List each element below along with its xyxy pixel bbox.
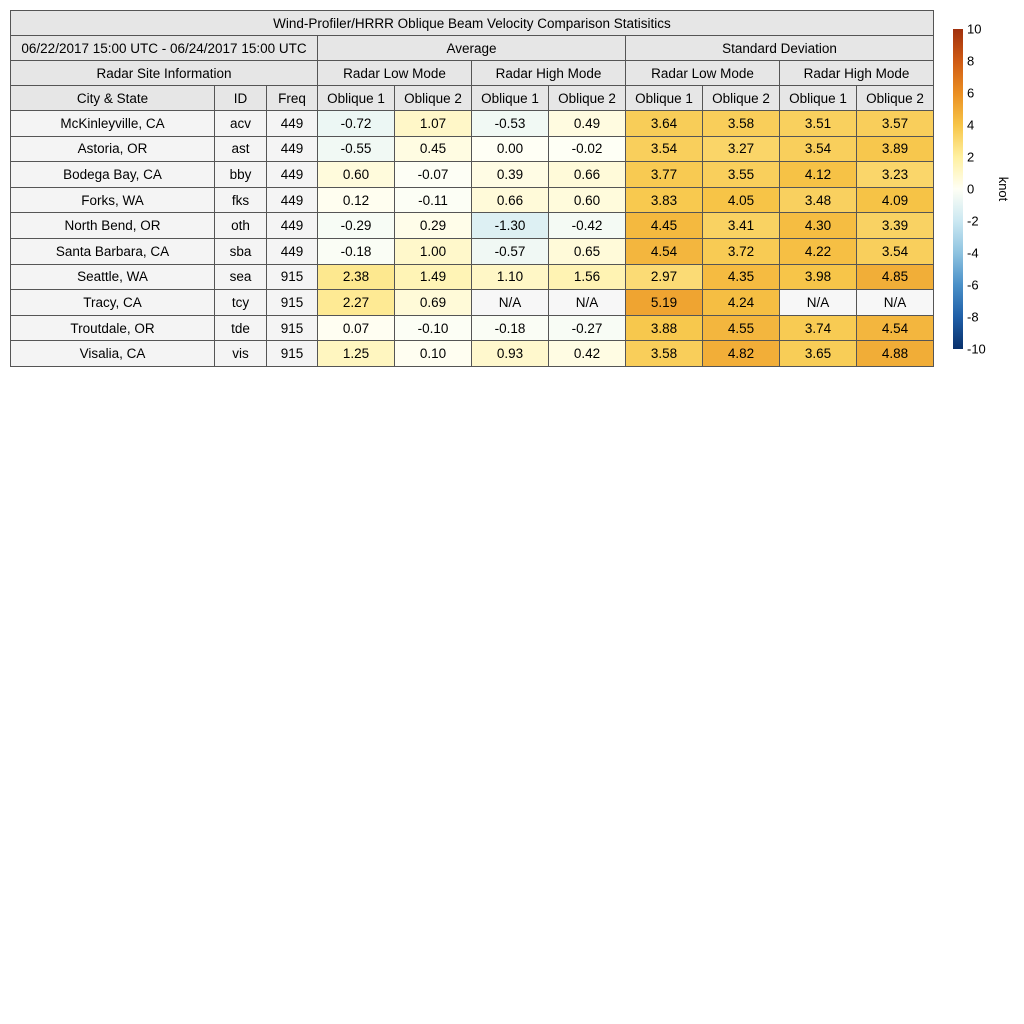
value-cell: 0.66	[472, 187, 549, 213]
value-cell: 3.77	[626, 162, 703, 188]
value-cell: 3.88	[626, 315, 703, 341]
value-cell: -0.42	[549, 213, 626, 239]
table-row	[11, 213, 934, 239]
site-city-cell: McKinleyville, CA	[11, 111, 215, 137]
value-cell: N/A	[857, 290, 934, 316]
site-freq-cell: 915	[267, 264, 318, 290]
site-city-cell: Forks, WA	[11, 187, 215, 213]
value-cell: 3.57	[857, 111, 934, 137]
group-header-average: Average	[318, 36, 626, 61]
colorbar-tick-label: -2	[967, 213, 979, 229]
value-cell: N/A	[780, 290, 857, 316]
column-header: Freq	[267, 86, 318, 111]
value-cell: 0.65	[549, 238, 626, 264]
value-cell: 0.49	[549, 111, 626, 137]
value-cell: 3.48	[780, 187, 857, 213]
value-cell: -0.18	[472, 315, 549, 341]
site-freq-cell: 449	[267, 187, 318, 213]
column-header: ID	[215, 86, 267, 111]
value-cell: 4.35	[703, 264, 780, 290]
site-city-cell: Astoria, OR	[11, 136, 215, 162]
column-header: Oblique 2	[395, 86, 472, 111]
mode-header-avg-high: Radar High Mode	[472, 61, 626, 86]
site-info-header: Radar Site Information	[11, 61, 318, 86]
site-city-cell: Santa Barbara, CA	[11, 238, 215, 264]
site-id-cell: acv	[215, 111, 267, 137]
value-cell: 0.69	[395, 290, 472, 316]
value-cell: 4.45	[626, 213, 703, 239]
value-cell: -0.07	[395, 162, 472, 188]
site-id-cell: oth	[215, 213, 267, 239]
value-cell: 3.98	[780, 264, 857, 290]
value-cell: 1.07	[395, 111, 472, 137]
site-city-cell: Troutdale, OR	[11, 315, 215, 341]
colorbar-svg	[953, 21, 1013, 359]
value-cell: 2.97	[626, 264, 703, 290]
value-cell: 3.89	[857, 136, 934, 162]
value-cell: -0.27	[549, 315, 626, 341]
mode-header-sd-high: Radar High Mode	[780, 61, 934, 86]
value-cell: 4.30	[780, 213, 857, 239]
value-cell: -0.18	[318, 238, 395, 264]
value-cell: 4.82	[703, 341, 780, 367]
value-cell: 3.55	[703, 162, 780, 188]
column-header: Oblique 1	[626, 86, 703, 111]
table-row	[11, 111, 934, 137]
column-header: Oblique 2	[703, 86, 780, 111]
value-cell: 1.00	[395, 238, 472, 264]
value-cell: -0.57	[472, 238, 549, 264]
site-city-cell: North Bend, OR	[11, 213, 215, 239]
site-freq-cell: 915	[267, 290, 318, 316]
value-cell: 4.09	[857, 187, 934, 213]
colorbar-tick-label: -6	[967, 277, 979, 293]
value-cell: 0.10	[395, 341, 472, 367]
value-cell: 3.64	[626, 111, 703, 137]
value-cell: 0.60	[549, 187, 626, 213]
column-header: Oblique 2	[857, 86, 934, 111]
value-cell: 3.54	[626, 136, 703, 162]
site-freq-cell: 449	[267, 111, 318, 137]
value-cell: N/A	[549, 290, 626, 316]
site-freq-cell: 449	[267, 162, 318, 188]
value-cell: 0.29	[395, 213, 472, 239]
value-cell: 3.83	[626, 187, 703, 213]
column-header: Oblique 1	[472, 86, 549, 111]
mode-header-avg-low: Radar Low Mode	[318, 61, 472, 86]
value-cell: 2.38	[318, 264, 395, 290]
table-row	[11, 162, 934, 188]
table-row	[11, 341, 934, 367]
mode-header-sd-low: Radar Low Mode	[626, 61, 780, 86]
site-id-cell: sba	[215, 238, 267, 264]
value-cell: 1.49	[395, 264, 472, 290]
value-cell: 3.27	[703, 136, 780, 162]
value-cell: -0.29	[318, 213, 395, 239]
group-header-standard-deviation: Standard Deviation	[626, 36, 934, 61]
value-cell: -0.53	[472, 111, 549, 137]
value-cell: 0.42	[549, 341, 626, 367]
value-cell: 1.56	[549, 264, 626, 290]
value-cell: 3.74	[780, 315, 857, 341]
value-cell: 3.23	[857, 162, 934, 188]
value-cell: 4.55	[703, 315, 780, 341]
site-id-cell: tde	[215, 315, 267, 341]
table-row	[11, 264, 934, 290]
value-cell: 4.24	[703, 290, 780, 316]
value-cell: 0.45	[395, 136, 472, 162]
site-city-cell: Seattle, WA	[11, 264, 215, 290]
colorbar-tick-label: 8	[967, 53, 975, 69]
site-freq-cell: 915	[267, 341, 318, 367]
value-cell: 4.22	[780, 238, 857, 264]
site-id-cell: bby	[215, 162, 267, 188]
colorbar-tick-label: 4	[967, 117, 975, 133]
value-cell: 3.39	[857, 213, 934, 239]
site-id-cell: tcy	[215, 290, 267, 316]
value-cell: 0.00	[472, 136, 549, 162]
site-freq-cell: 915	[267, 315, 318, 341]
value-cell: 4.05	[703, 187, 780, 213]
value-cell: 4.85	[857, 264, 934, 290]
colorbar-tick-label: 0	[967, 181, 975, 197]
value-cell: 5.19	[626, 290, 703, 316]
value-cell: 0.66	[549, 162, 626, 188]
site-freq-cell: 449	[267, 213, 318, 239]
value-cell: -0.02	[549, 136, 626, 162]
value-cell: 3.54	[780, 136, 857, 162]
value-cell: -0.11	[395, 187, 472, 213]
value-cell: 0.39	[472, 162, 549, 188]
table-row	[11, 187, 934, 213]
table-row	[11, 136, 934, 162]
site-id-cell: fks	[215, 187, 267, 213]
table-title: Wind-Profiler/HRRR Oblique Beam Velocity Comparison Statisitics	[11, 11, 934, 36]
value-cell: 3.54	[857, 238, 934, 264]
column-header-row	[11, 86, 934, 111]
colorbar-tick-label: -8	[967, 309, 979, 325]
colorbar	[953, 21, 1013, 359]
table-row	[11, 315, 934, 341]
site-id-cell: vis	[215, 341, 267, 367]
site-id-cell: ast	[215, 136, 267, 162]
value-cell: 4.12	[780, 162, 857, 188]
colorbar-tick-label: -4	[967, 245, 979, 261]
value-cell: -0.10	[395, 315, 472, 341]
value-cell: 3.72	[703, 238, 780, 264]
column-header: Oblique 2	[549, 86, 626, 111]
value-cell: -0.55	[318, 136, 395, 162]
value-cell: -0.72	[318, 111, 395, 137]
value-cell: 3.58	[626, 341, 703, 367]
value-cell: 3.58	[703, 111, 780, 137]
site-id-cell: sea	[215, 264, 267, 290]
value-cell: 4.88	[857, 341, 934, 367]
table-row	[11, 238, 934, 264]
column-header: City & State	[11, 86, 215, 111]
value-cell: 0.93	[472, 341, 549, 367]
table-row	[11, 290, 934, 316]
value-cell: 3.65	[780, 341, 857, 367]
site-freq-cell: 449	[267, 238, 318, 264]
value-cell: 4.54	[626, 238, 703, 264]
column-header: Oblique 1	[780, 86, 857, 111]
value-cell: 1.25	[318, 341, 395, 367]
colorbar-gradient	[953, 29, 963, 349]
value-cell: 1.10	[472, 264, 549, 290]
value-cell: 3.51	[780, 111, 857, 137]
colorbar-tick-label: 10	[967, 21, 982, 37]
colorbar-tick-label: -10	[967, 341, 986, 357]
value-cell: 2.27	[318, 290, 395, 316]
colorbar-tick-label: 6	[967, 85, 975, 101]
site-city-cell: Tracy, CA	[11, 290, 215, 316]
value-cell: 0.07	[318, 315, 395, 341]
table-body	[11, 111, 934, 367]
site-city-cell: Bodega Bay, CA	[11, 162, 215, 188]
value-cell: 3.41	[703, 213, 780, 239]
site-freq-cell: 449	[267, 136, 318, 162]
value-cell: -1.30	[472, 213, 549, 239]
colorbar-unit-label: knot	[996, 176, 1011, 202]
column-header: Oblique 1	[318, 86, 395, 111]
date-range: 06/22/2017 15:00 UTC - 06/24/2017 15:00 UTC	[11, 36, 318, 61]
value-cell: 4.54	[857, 315, 934, 341]
value-cell: 0.60	[318, 162, 395, 188]
stats-table	[10, 10, 934, 367]
value-cell: N/A	[472, 290, 549, 316]
colorbar-tick-label: 2	[967, 149, 975, 165]
value-cell: 0.12	[318, 187, 395, 213]
site-city-cell: Visalia, CA	[11, 341, 215, 367]
